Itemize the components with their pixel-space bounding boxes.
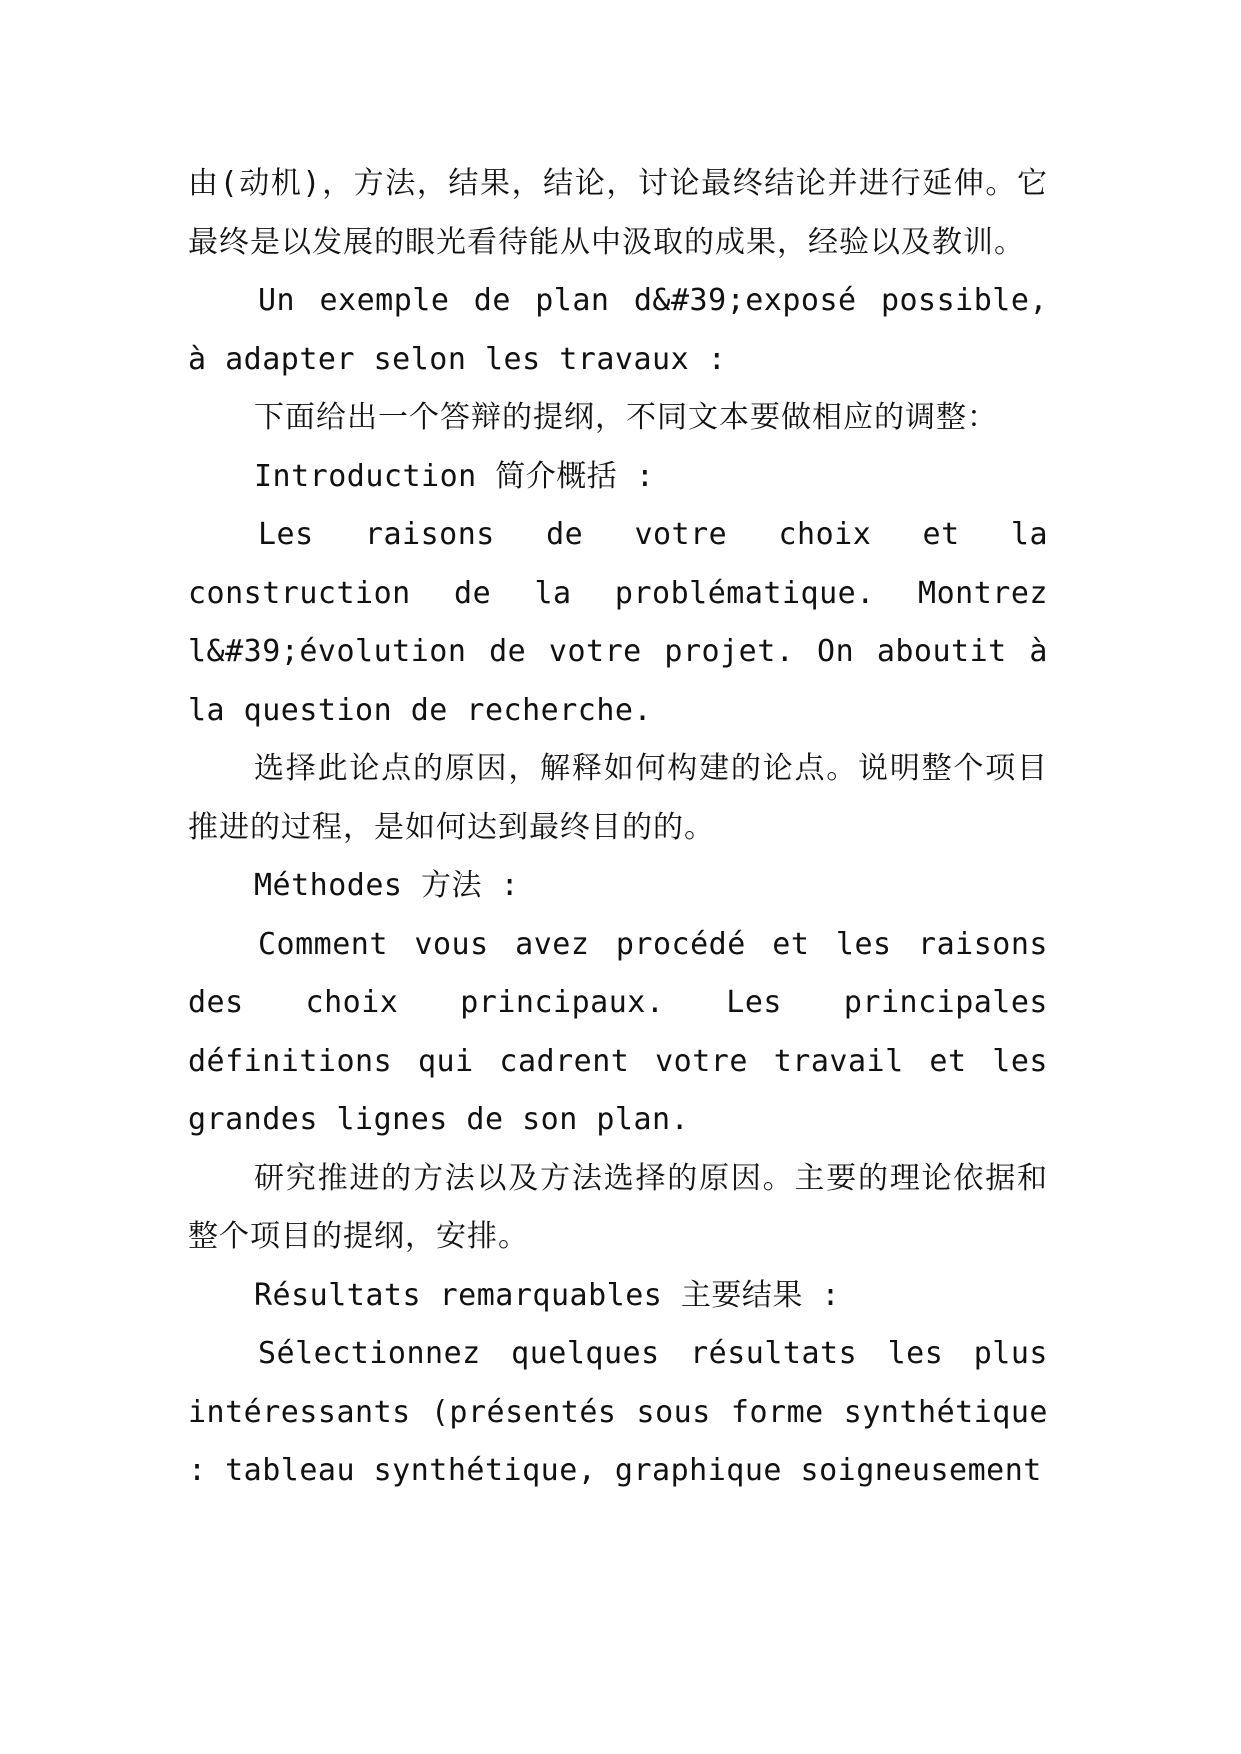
heading-introduction: Introduction 简介概括 : [254,458,655,494]
paragraph-methodes-fr: Comment vous avez procédé et les raisons des choix principaux. Les principales définitions qui cadrent votre travail et les grandes lignes de son plan. [188,926,1048,1137]
heading-methodes: Méthodes 方法 : [254,868,520,903]
paragraph-introduction-zh: 选择此论点的原因，解释如何构建的论点。说明整个项目推进的过程，是如何达到最终目的的。 [188,751,1048,845]
paragraph-motivation-summary: 由(动机)，方法，结果，结论，讨论最终结论并进行延伸。它最终是以发展的眼光看待能从中汲取的成果，经验以及教训。 [188,166,1048,260]
paragraph-methodes-zh: 研究推进的方法以及方法选择的原因。主要的理论依据和整个项目的提纲，安排。 [188,1160,1048,1254]
heading-resultats: Résultats remarquables 主要结果 : [254,1277,841,1313]
document-body [188,155,1048,1501]
paragraph-plan-example-fr: Un exemple de plan d&#39;exposé possible, à adapter selon les travaux : [188,283,1048,377]
paragraph-resultats-fr: Sélectionnez quelques résultats les plus intéressants (présentés sous forme synthétique : tableau synthétique, graphique soigneusement [188,1336,1048,1488]
paragraph-plan-example-zh: 下面给出一个答辩的提纲，不同文本要做相应的调整： [254,400,998,435]
paragraph-introduction-fr: Les raisons de votre choix et la construction de la problématique. Montrez l&#39;évolution de votre projet. On aboutit à la question de recherche. [188,517,1048,728]
